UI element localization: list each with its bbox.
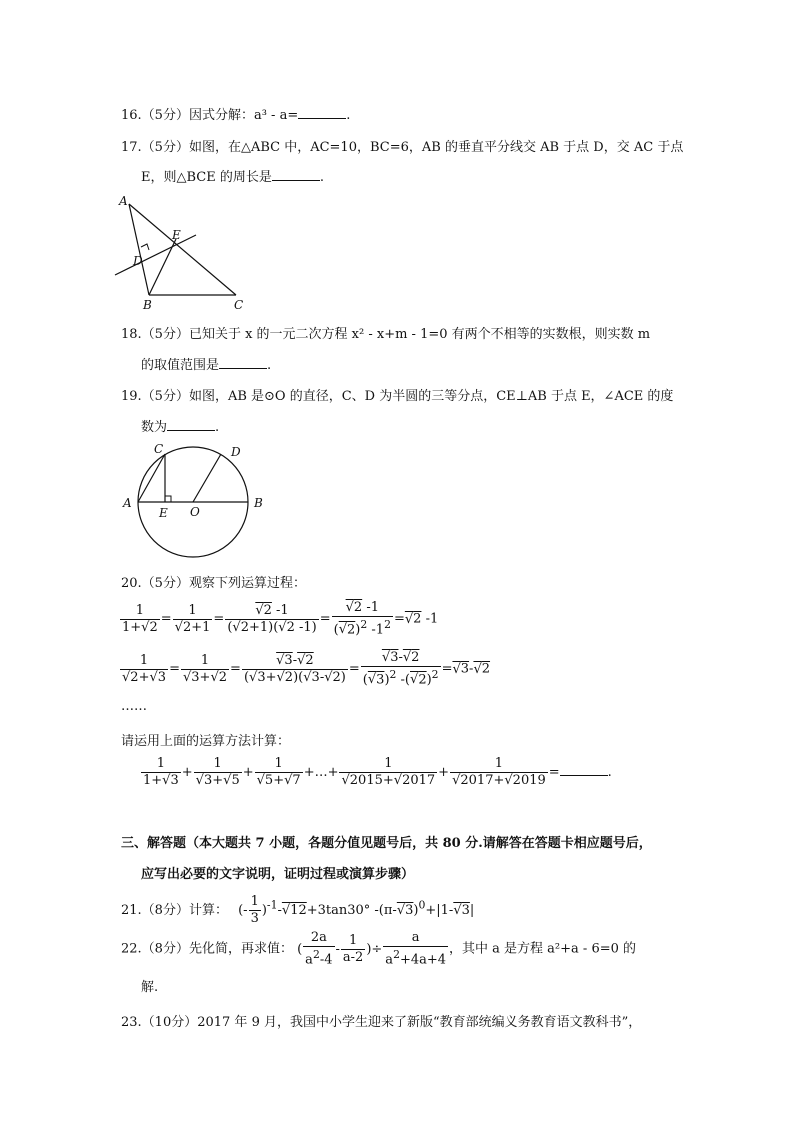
fig19-label-b: B — [254, 496, 263, 510]
fig19-label-o: O — [190, 505, 200, 519]
circle-figure — [118, 440, 270, 562]
section-3-heading: 三、解答题（本大题共 7 小题，各题分值见题号后，共 80 分.请解答在答题卡相应题号后， — [121, 836, 652, 851]
fig17-label-d: D — [133, 254, 143, 268]
answer-blank — [272, 169, 320, 181]
answer-blank — [167, 419, 215, 431]
question-22: 22.（8分）先化简，再求值： ( $\frac{2a}{a^2-4}$ - $\frac{1}{a-2}$ )÷ $\frac{a}{a^2+4a+4}$ ，其中 a 是方程 a²+a - 6=0 的 — [121, 930, 637, 968]
question-21: 21.（8分）计算： (- $\frac{1}{3}$ )$^{-1}$-√ 12+3tan30° -(π-√ 3)$^0$+|1-√ 3| — [121, 894, 474, 927]
question-18-line1: 18.（5分）已知关于 x 的一元二次方程 x² - x+m - 1=0 有两个不相等的实数根，则实数 m — [121, 327, 651, 342]
fig19-label-e: E — [159, 506, 168, 520]
formula-line-2: 1 √ 2+√ 3 = 1 √ 3+√ 2 = √ $\frac{3-√ 2}{(√ 3+√ 2)(√ 3-√ 2)}$ = √ $\frac{3-√ 2}{(√ 3)^2 -(√ 2)^2}$ =√ 3-√ 2 — [119, 650, 490, 688]
answer-blank — [560, 764, 608, 776]
answer-blank — [298, 107, 346, 119]
sum-expression: $\frac{1}{1+√ 3}$ + 1 √ 3+√ 5 + 1 √ 5+√ 7 +…+ 1 √ 2015+√ 2017 + 1 √ 2017+√ 2019 = . — [140, 756, 612, 789]
fig19-label-a: A — [123, 496, 132, 510]
fig19-label-c: C — [154, 442, 164, 456]
question-19-line2: 数为 . — [141, 420, 220, 435]
triangle-figure — [112, 192, 262, 314]
fig17-label-b: B — [143, 298, 152, 312]
question-20-title: 20.（5分）观察下列运算过程： — [121, 576, 306, 591]
answer-blank — [219, 357, 267, 369]
question-16: 16.（5分）因式分解：a³ - a= . — [121, 108, 351, 123]
question-22-line2: 解. — [141, 980, 159, 995]
question-19-line1: 19.（5分）如图，AB 是⊙O 的直径，C、D 为半圆的三等分点，CE⊥AB 于点 E，∠ACE 的度 — [121, 389, 674, 404]
fig17-label-e: E — [172, 228, 181, 242]
question-17-line2: E，则△BCE 的周长是 . — [141, 170, 324, 185]
question-17-line1: 17.（5分）如图，在△ABC 中，AC=10，BC=6，AB 的垂直平分线交 AB 于点 D，交 AC 于点 — [121, 140, 684, 155]
question-18-line2: 的取值范围是 . — [141, 358, 272, 373]
section-3-heading-line2: 应写出必要的文字说明，证明过程或演算步骤） — [141, 867, 415, 882]
ellipsis: …… — [121, 699, 147, 714]
formula-line-1: $\frac{1}{1+√ 2}$ = 1 √ 2+1 = √ $\frac{2 -1}{(√ 2+1)(√ 2 -1)}$ = √ $\frac{2 -1}{(√ 2)^2 -1^2}$ =√ 2 -1 — [119, 600, 438, 638]
question-23: 23.（10分）2017 年 9 月，我国中小学生迎来了新版“教育部统编义务教育语文教科书”， — [121, 1015, 642, 1030]
fig17-label-a: A — [119, 194, 128, 208]
fig17-label-c: C — [234, 298, 244, 312]
question-20-instruction: 请运用上面的运算方法计算： — [121, 734, 291, 749]
fig19-label-d: D — [231, 445, 241, 459]
